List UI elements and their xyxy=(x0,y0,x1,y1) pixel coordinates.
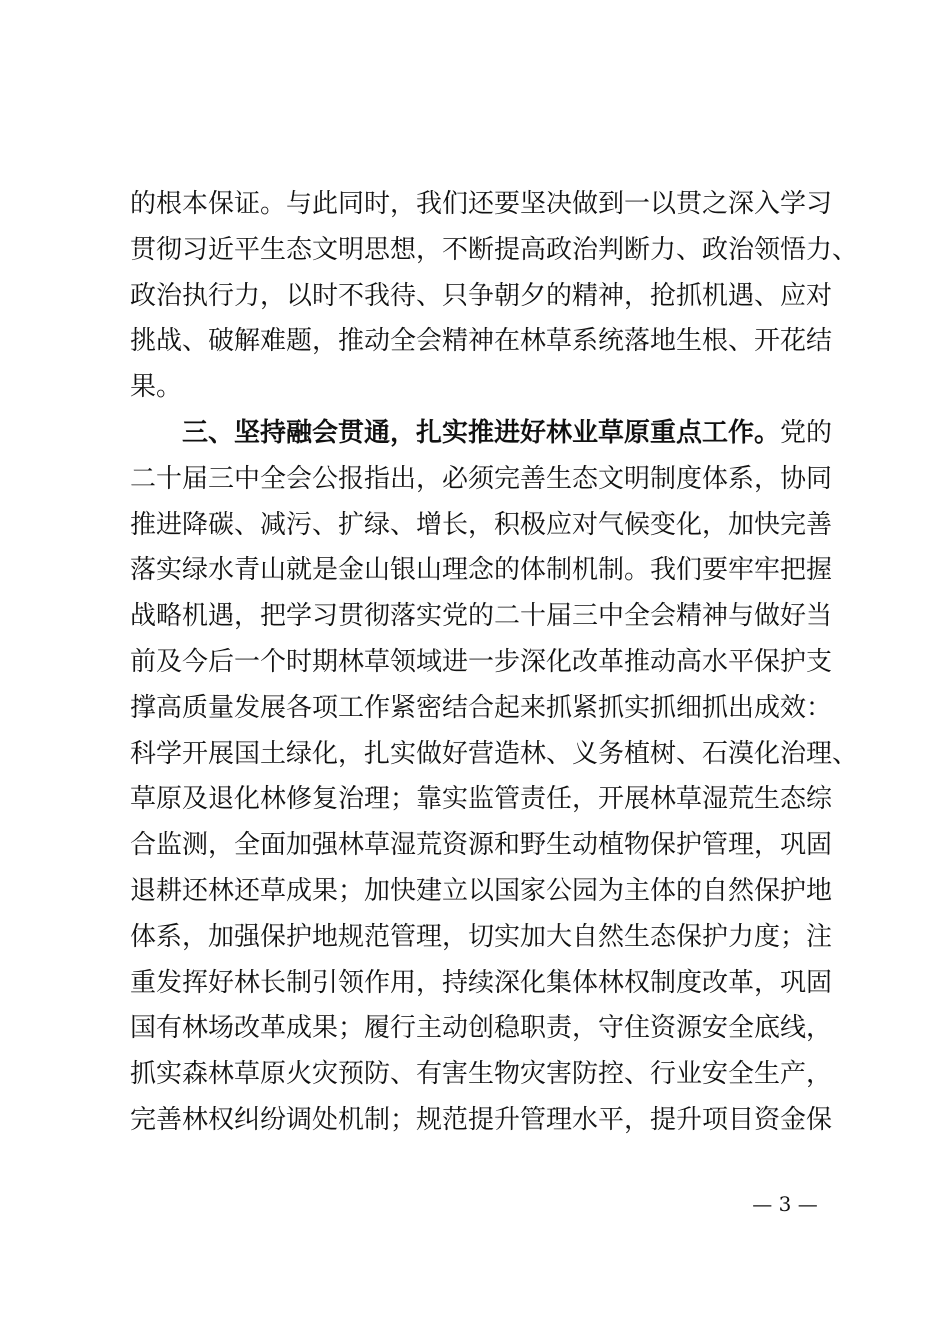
paragraph-2-line: 完善林权纠纷调处机制；规范提升管理水平，提升项目资金保 xyxy=(130,1104,833,1135)
paragraph-2-line: 战略机遇，把学习贯彻落实党的二十届三中全会精神与做好当 xyxy=(130,601,833,632)
paragraph-2-first-line-rest: 党的 xyxy=(780,417,833,448)
paragraph-2-line: 体系，加强保护地规范管理，切实加大自然生态保护力度；注 xyxy=(130,921,833,952)
paragraph-1-line: 政治执行力，以时不我待、只争朝夕的精神，抢抓机遇、应对 xyxy=(130,280,833,311)
section-heading: 三、坚持融会贯通，扎实推进好林业草原重点工作。 xyxy=(182,417,781,448)
paragraph-2-line: 落实绿水青山就是金山银山理念的体制机制。我们要牢牢把握 xyxy=(130,555,833,586)
paragraph-2-line: 前及今后一个时期林草领域进一步深化改革推动高水平保护支 xyxy=(130,646,833,677)
paragraph-1-line: 的根本保证。与此同时，我们还要坚决做到一以贯之深入学习 xyxy=(130,189,833,219)
paragraph-1-line: 贯彻习近平生态文明思想，不断提高政治判断力、政治领悟力、 xyxy=(130,234,859,265)
paragraph-2-line: 国有林场改革成果；履行主动创稳职责，守住资源安全底线， xyxy=(130,1013,833,1044)
paragraph-1-line: 果。 xyxy=(130,372,183,403)
page-number: — 3 — xyxy=(752,1192,818,1216)
paragraph-1-line: 挑战、破解难题，推动全会精神在林草系统落地生根、开花结 xyxy=(130,326,833,357)
paragraph-2-line: 科学开展国土绿化，扎实做好营造林、义务植树、石漠化治理、 xyxy=(130,738,859,769)
paragraph-2-line: 草原及退化林修复治理；靠实监管责任，开展林草湿荒生态综 xyxy=(130,784,833,815)
paragraph-2-line: 撑高质量发展各项工作紧密结合起来抓紧抓实抓细抓出成效： xyxy=(130,692,833,723)
paragraph-2-line: 退耕还林还草成果；加快建立以国家公园为主体的自然保护地 xyxy=(130,875,833,906)
paragraph-2-first-line xyxy=(130,411,833,457)
paragraph-2-line: 推进降碳、减污、扩绿、增长，积极应对气候变化，加快完善 xyxy=(130,509,833,540)
paragraph-2-line: 二十届三中全会公报指出，必须完善生态文明制度体系，协同 xyxy=(130,463,833,494)
paragraph-2-line: 合监测，全面加强林草湿荒资源和野生动植物保护管理，巩固 xyxy=(130,830,833,861)
paragraph-2-line: 重发挥好林长制引领作用，持续深化集体林权制度改革，巩固 xyxy=(130,967,833,998)
body-text xyxy=(130,182,859,1144)
paragraph-2-line: 抓实森林草原火灾预防、有害生物灾害防控、行业安全生产， xyxy=(130,1059,833,1090)
